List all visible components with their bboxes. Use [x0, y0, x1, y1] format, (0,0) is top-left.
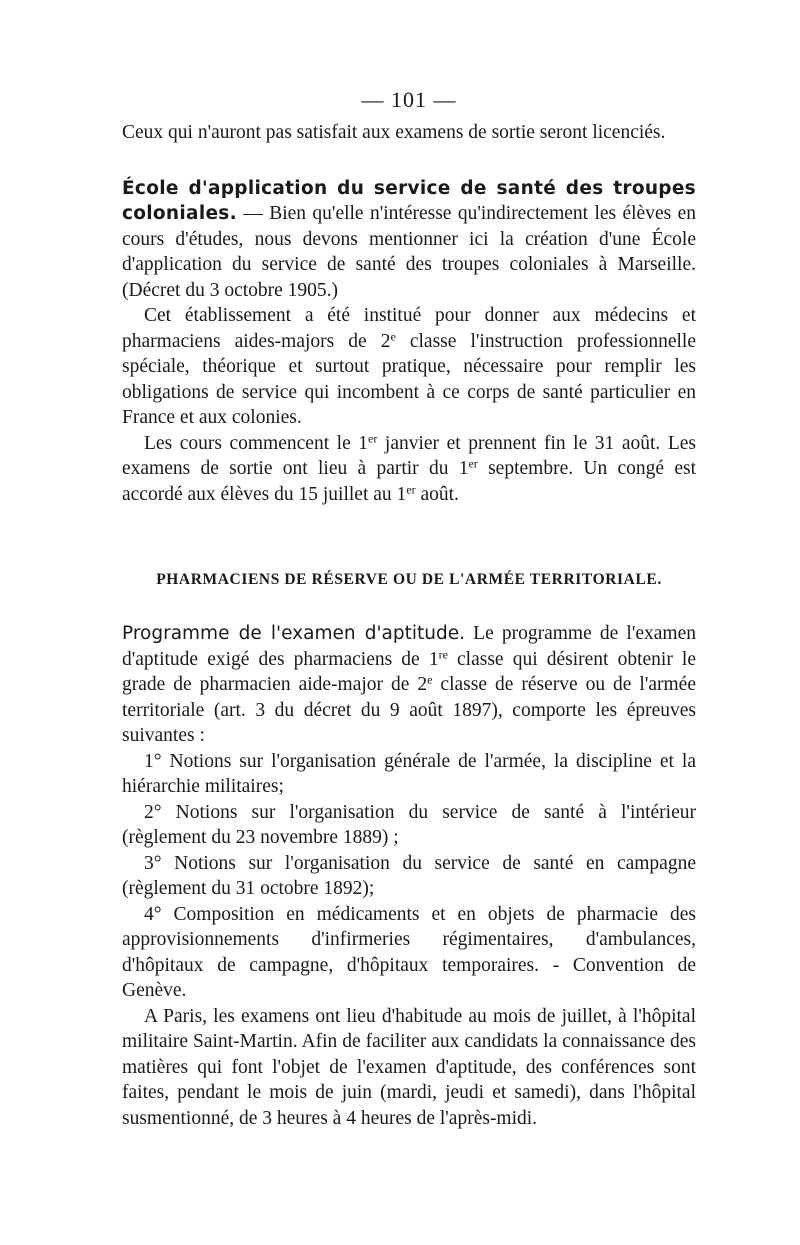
- ecole-p3-sup-2: er: [468, 456, 478, 471]
- ecole-paragraph-2: [122, 303, 696, 431]
- ecole-p3-text-d: août.: [415, 483, 459, 505]
- intro-paragraph: Ceux qui n'auront pas satisfait aux examens de sortie seront licenciés.: [122, 122, 666, 143]
- ecole-p3-text-a: Les cours commencent le 1: [144, 432, 369, 454]
- reserve-p1-sup-2: e: [427, 672, 433, 687]
- ecole-p3-sup-3: er: [406, 481, 416, 496]
- ecole-paragraph-3: [122, 431, 696, 508]
- ecole-p2-text-a: Cet établissement a été institué pour donner aux médecins et pharmaciens aides-majors de 2: [122, 305, 696, 352]
- reserve-p1-text-c: classe de réserve ou de l'armée territoriale (art. 3 du décret du 9 août 1897), comporte les épreuves suivantes :: [122, 674, 696, 746]
- ecole-paragraph-1-text: — Bien qu'elle n'intéresse qu'indirectement les élèves en cours d'études, nous devons mentionner ici la création d'une École d'application du service de santé des troupes coloniales à Marseille. (Décret du 3 octobre 1905.): [122, 203, 696, 301]
- reserve-item-3: 3° Notions sur l'organisation du service de santé en campagne (règlement du 31 octobre 1892);: [122, 852, 696, 899]
- reserve-item-4: 4° Composition en médicaments et en objets de pharmacie des approvisionnements d'infirmeries régimentaires, d'ambulances, d'hôpitaux de campagne, d'hôpitaux temporaires. - Convention de Genève.: [122, 903, 696, 1001]
- reserve-section: [122, 621, 696, 1131]
- reserve-p1-text-a: Le programme de l'examen d'aptitude exigé des pharmaciens de 1: [122, 623, 696, 670]
- ecole-p2-sup: e: [390, 328, 396, 343]
- ecole-section: [122, 176, 696, 508]
- ecole-heading: École d'application du service de santé des troupes coloniales.: [122, 177, 696, 224]
- ecole-p3-text-b: janvier et prennent fin le 31 août. Les examens de sortie ont lieu à partir du 1: [122, 432, 696, 479]
- reserve-p1-sup-1: re: [438, 646, 448, 661]
- reserve-item-1: 1° Notions sur l'organisation générale de l'armée, la discipline et la hiérarchie militaires;: [122, 750, 696, 797]
- reserve-p1-text-b: classe qui désirent obtenir le grade de pharmacien aide-major de 2: [122, 648, 696, 695]
- reserve-section-title: PHARMACIENS DE RÉSERVE OU DE L'ARMÉE TERRITORIALE.: [156, 571, 662, 588]
- reserve-heading: Programme de l'examen d'aptitude.: [122, 623, 466, 644]
- ecole-p3-sup-1: er: [368, 430, 378, 445]
- ecole-p3-text-c: septembre. Un congé est accordé aux élèves du 15 juillet au 1: [122, 458, 696, 505]
- page-number: — 101 —: [361, 87, 457, 112]
- reserve-item-2: 2° Notions sur l'organisation du service de santé à l'intérieur (règlement du 23 novembre 1889) ;: [122, 801, 696, 848]
- ecole-p2-text-b: classe l'instruction professionnelle spéciale, théorique et surtout pratique, nécessaire pour remplir les obligations de service qui incombent à ce corps de santé particulier en France et aux colonies.: [122, 330, 696, 428]
- reserve-closing-paragraph: A Paris, les examens ont lieu d'habitude au mois de juillet, à l'hôpital militaire Saint-Martin. Afin de faciliter aux candidats la connaissance des matières qui font l'objet de l'examen d'aptitude, des conférences sont faites, pendant le mois de juin (mardi, jeudi et samedi), dans l'hôpital susmentionné, de 3 heures à 4 heures de l'après-midi.: [122, 1005, 696, 1129]
- reserve-paragraph-1: [122, 621, 696, 749]
- ecole-paragraph-1: [122, 176, 696, 304]
